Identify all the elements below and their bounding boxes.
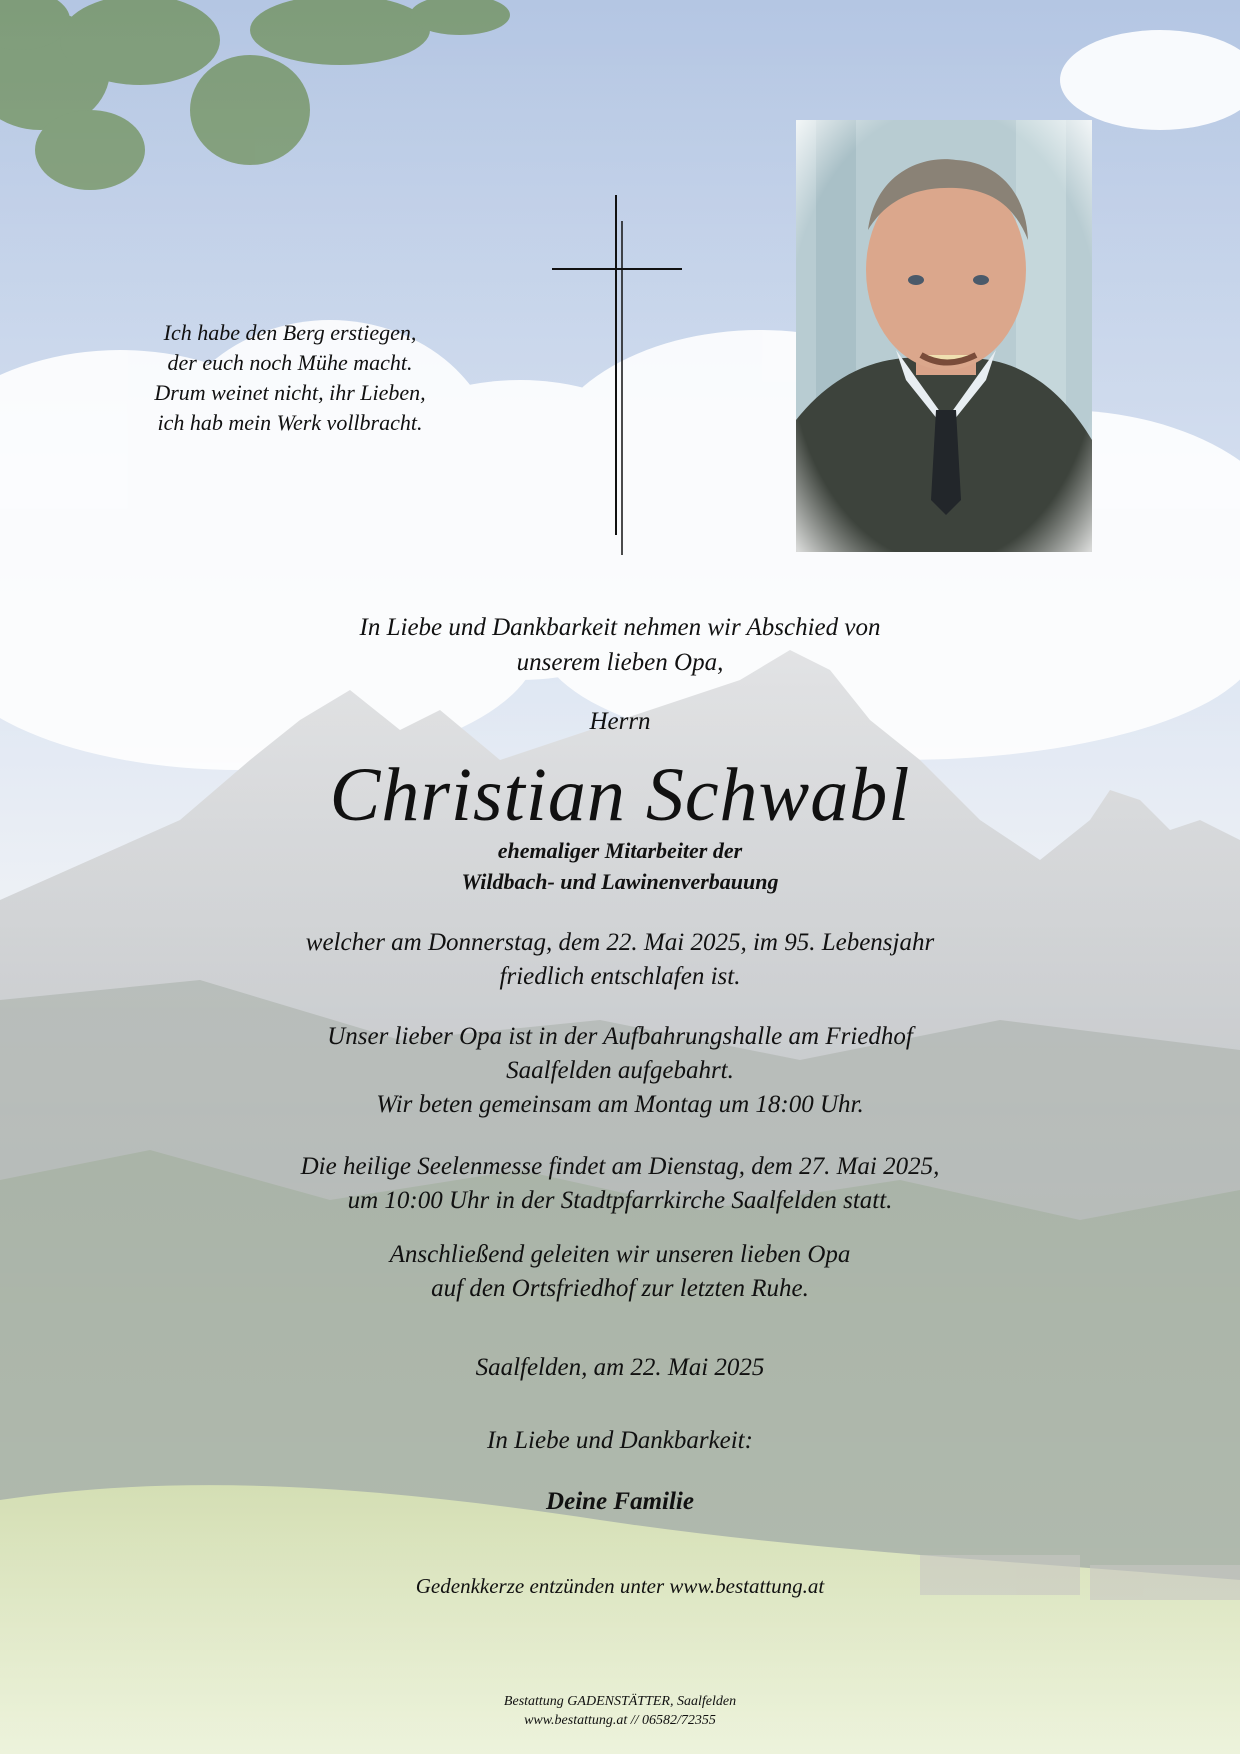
occupation-line: ehemaliger Mitarbeiter der xyxy=(497,838,743,863)
viewing-line: Saalfelden aufgebahrt. xyxy=(506,1057,734,1084)
footer-line: www.bestattung.at // 06582/72355 xyxy=(524,1713,716,1728)
mass-info xyxy=(0,1150,1240,1218)
burial-line: auf den Ortsfriedhof zur letzten Ruhe. xyxy=(431,1275,809,1302)
poem-line: Drum weinet nicht, ihr Lieben, xyxy=(154,380,426,405)
footer-line: Bestattung GADENSTÄTTER, Saalfelden xyxy=(503,1694,737,1709)
viewing-info xyxy=(0,1020,1240,1122)
mass-line: um 10:00 Uhr in der Stadtpfarrkirche Saalfelden statt. xyxy=(347,1187,893,1214)
poem xyxy=(100,318,480,438)
poem-line: der euch noch Mühe macht. xyxy=(167,350,413,375)
death-notice-line: friedlich entschlafen ist. xyxy=(499,963,741,990)
deceased-name: Christian Schwabl xyxy=(329,753,911,837)
mass-line: Die heilige Seelenmesse findet am Dienstag, dem 27. Mai 2025, xyxy=(300,1153,940,1180)
funeral-home-footer xyxy=(0,1692,1240,1730)
death-notice-line: welcher am Donnerstag, dem 22. Mai 2025, im 95. Lebensjahr xyxy=(305,929,935,956)
intro-line: unserem lieben Opa, xyxy=(516,649,724,676)
viewing-line: Unser lieber Opa ist in der Aufbahrungshalle am Friedhof xyxy=(327,1023,913,1050)
burial-info xyxy=(0,1238,1240,1306)
family-signature: Deine Familie xyxy=(546,1488,694,1515)
intro-line: In Liebe und Dankbarkeit nehmen wir Abschied von xyxy=(359,614,881,641)
poem-line: ich hab mein Werk vollbracht. xyxy=(157,410,423,435)
burial-line: Anschließend geleiten wir unseren lieben Opa xyxy=(389,1241,851,1268)
death-notice xyxy=(0,926,1240,994)
cross-icon xyxy=(550,195,684,555)
memorial-candle-link[interactable]: Gedenkkerze entzünden unter www.bestattung.at xyxy=(415,1574,825,1598)
occupation xyxy=(0,835,1240,897)
portrait-photo xyxy=(796,120,1092,552)
occupation-line: Wildbach- und Lawinenverbauung xyxy=(461,869,779,894)
salutation: Herrn xyxy=(589,708,651,735)
intro-text xyxy=(0,610,1240,680)
place-date: Saalfelden, am 22. Mai 2025 xyxy=(475,1354,765,1381)
viewing-line: Wir beten gemeinsam am Montag um 18:00 Uhr. xyxy=(376,1091,864,1118)
thanks-line: In Liebe und Dankbarkeit: xyxy=(487,1427,753,1454)
poem-line: Ich habe den Berg erstiegen, xyxy=(163,320,417,345)
